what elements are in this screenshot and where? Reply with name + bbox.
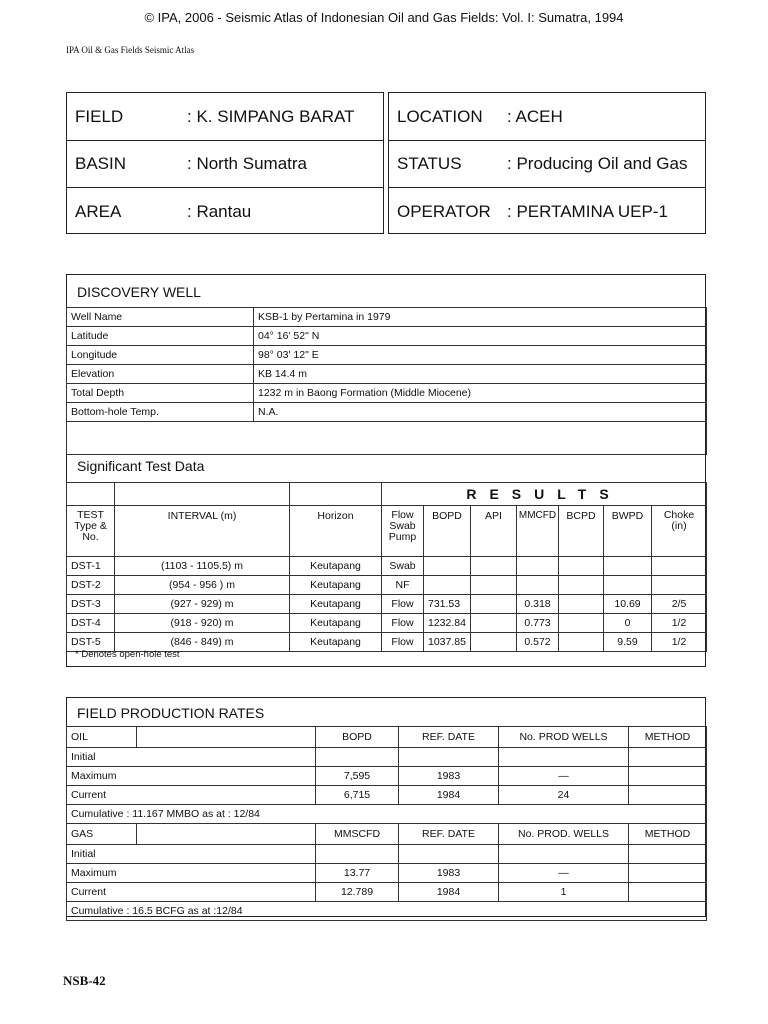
test-cell-flow: Flow: [382, 633, 424, 652]
divider: [389, 187, 705, 188]
test-note: * Denotes open-hole test: [75, 649, 180, 660]
gas-label: GAS: [67, 824, 137, 845]
test-cell-bcpd: [559, 595, 604, 614]
col-horizon: Horizon: [290, 506, 382, 557]
col-bwpd: BWPD: [604, 506, 652, 557]
oil-header-row: [67, 727, 707, 748]
gas-row-wells: 1: [499, 883, 629, 902]
oil-row: [67, 786, 707, 805]
oil-row-wells: [499, 748, 629, 767]
field-label: FIELD: [75, 107, 124, 126]
test-row: [67, 576, 707, 595]
results-label: RESULTS: [382, 483, 707, 506]
test-cell-test: DST-1: [67, 557, 115, 576]
oil-row: [67, 767, 707, 786]
test-cell-horizon: Keutapang: [290, 633, 382, 652]
test-row: [67, 557, 707, 576]
oil-label: OIL: [67, 727, 137, 748]
gas-row-rate: 12.789: [316, 883, 399, 902]
discovery-row-label: Bottom-hole Temp.: [67, 403, 254, 422]
status-label: STATUS: [397, 154, 462, 173]
gas-row-date: 1983: [399, 864, 499, 883]
test-cell-flow: Flow: [382, 595, 424, 614]
test-cell-flow: NF: [382, 576, 424, 595]
field-info-right: [388, 92, 706, 234]
test-cell-flow: Flow: [382, 614, 424, 633]
test-cell-choke: [652, 557, 707, 576]
area-value: : Rantau: [187, 202, 252, 221]
test-cell-horizon: Keutapang: [290, 576, 382, 595]
test-cell-bcpd: [559, 633, 604, 652]
test-data-table: [66, 482, 707, 652]
test-cell-flow: Swab: [382, 557, 424, 576]
test-cell-horizon: Keutapang: [290, 595, 382, 614]
test-cell-mmcfd: 0.773: [517, 614, 559, 633]
oil-wells: No. PROD WELLS: [499, 727, 629, 748]
discovery-row: [67, 327, 707, 346]
test-cell-interval: (1103 - 1105.5) m: [115, 557, 290, 576]
col-interval: INTERVAL (m): [115, 506, 290, 557]
oil-row-wells: —: [499, 767, 629, 786]
discovery-row-label: Longitude: [67, 346, 254, 365]
test-cell-mmcfd: [517, 576, 559, 595]
discovery-row: [67, 365, 707, 384]
field-value: : K. SIMPANG BARAT: [187, 107, 355, 126]
discovery-row-label: Total Depth: [67, 384, 254, 403]
test-row: [67, 614, 707, 633]
test-cell-mmcfd: [517, 557, 559, 576]
test-cell-bwpd: 0: [604, 614, 652, 633]
discovery-row: [67, 384, 707, 403]
test-cell-bcpd: [559, 614, 604, 633]
area-label: AREA: [75, 202, 122, 221]
test-cell-interval: (927 - 929) m: [115, 595, 290, 614]
location-value: : ACEH: [507, 107, 563, 126]
test-cell-bopd: 1037.85: [424, 633, 471, 652]
oil-row-rate: [316, 748, 399, 767]
gas-row-label: Initial: [67, 845, 316, 864]
discovery-row-label: Latitude: [67, 327, 254, 346]
status-value: : Producing Oil and Gas: [507, 154, 688, 173]
discovery-row-value: 1232 m in Baong Formation (Middle Miocene): [254, 384, 707, 403]
test-cell-api: [471, 576, 517, 595]
oil-cumulative: Cumulative : 11.167 MMBO as at : 12/84: [67, 805, 707, 824]
discovery-row: [67, 308, 707, 327]
test-cell-test: DST-3: [67, 595, 115, 614]
gas-row-label: Current: [67, 883, 316, 902]
gas-row-date: [399, 845, 499, 864]
gas-row: [67, 883, 707, 902]
discovery-row-label: Well Name: [67, 308, 254, 327]
test-cell-mmcfd: 0.572: [517, 633, 559, 652]
oil-row: [67, 748, 707, 767]
gas-header-row: [67, 824, 707, 845]
gas-row-wells: [499, 845, 629, 864]
test-cell-api: [471, 633, 517, 652]
col-choke: Choke (in): [652, 506, 707, 557]
test-cell-api: [471, 595, 517, 614]
discovery-row-value: 98° 03' 12" E: [254, 346, 707, 365]
test-cell-bopd: [424, 576, 471, 595]
discovery-row-value: KB 14.4 m: [254, 365, 707, 384]
test-cell-choke: 1/2: [652, 614, 707, 633]
col-bcpd: BCPD: [559, 506, 604, 557]
oil-method: METHOD: [629, 727, 707, 748]
col-bopd: BOPD: [424, 506, 471, 557]
test-row: [67, 595, 707, 614]
test-cell-test: DST-4: [67, 614, 115, 633]
oil-row-label: Initial: [67, 748, 316, 767]
discovery-row-label: Elevation: [67, 365, 254, 384]
discovery-title: DISCOVERY WELL: [77, 284, 201, 300]
discovery-blank-row: [67, 422, 707, 455]
location-label: LOCATION: [397, 107, 483, 126]
test-data-title: Significant Test Data: [77, 458, 205, 474]
oil-row-date: 1984: [399, 786, 499, 805]
production-table: [66, 726, 707, 921]
test-cell-bcpd: [559, 557, 604, 576]
test-cell-bwpd: 9.59: [604, 633, 652, 652]
gas-row: [67, 845, 707, 864]
discovery-table: [66, 307, 707, 455]
page-number: NSB-42: [63, 973, 106, 988]
test-cell-bcpd: [559, 576, 604, 595]
production-section: [66, 697, 706, 917]
test-cell-choke: [652, 576, 707, 595]
oil-row-label: Current: [67, 786, 316, 805]
oil-ref-date: REF. DATE: [399, 727, 499, 748]
oil-row-date: [399, 748, 499, 767]
gas-method: METHOD: [629, 824, 707, 845]
oil-cumulative-row: [67, 805, 707, 824]
oil-row-rate: 6,715: [316, 786, 399, 805]
gas-row-rate: 13.77: [316, 864, 399, 883]
oil-row-date: 1983: [399, 767, 499, 786]
gas-row-label: Maximum: [67, 864, 316, 883]
test-cell-interval: (846 - 849) m: [115, 633, 290, 652]
results-header-row: [67, 483, 707, 506]
basin-label: BASIN: [75, 154, 127, 173]
divider: [67, 140, 383, 141]
test-cell-bopd: [424, 557, 471, 576]
test-cell-bopd: 1232.84: [424, 614, 471, 633]
test-cell-horizon: Keutapang: [290, 557, 382, 576]
divider: [67, 187, 383, 188]
gas-row-date: 1984: [399, 883, 499, 902]
test-cell-choke: 1/2: [652, 633, 707, 652]
test-cell-interval: (954 - 956 ) m: [115, 576, 290, 595]
col-flow: Flow Swab Pump: [382, 506, 424, 557]
gas-cumulative: Cumulative : 16.5 BCFG as at :12/84: [67, 902, 707, 921]
test-cell-bwpd: [604, 557, 652, 576]
production-title: FIELD PRODUCTION RATES: [77, 705, 265, 721]
discovery-row: [67, 403, 707, 422]
col-api: API: [471, 506, 517, 557]
test-cell-choke: 2/5: [652, 595, 707, 614]
discovery-row-value: N.A.: [254, 403, 707, 422]
gas-unit: MMSCFD: [316, 824, 399, 845]
test-column-headers: [67, 506, 707, 557]
discovery-row: [67, 346, 707, 365]
test-cell-mmcfd: 0.318: [517, 595, 559, 614]
divider: [389, 140, 705, 141]
test-cell-bopd: 731.53: [424, 595, 471, 614]
gas-row-rate: [316, 845, 399, 864]
atlas-label: IPA Oil & Gas Fields Seismic Atlas: [66, 45, 195, 55]
test-cell-api: [471, 614, 517, 633]
gas-cumulative-row: [67, 902, 707, 921]
test-cell-api: [471, 557, 517, 576]
copyright-line: © IPA, 2006 - Seismic Atlas of Indonesian Oil and Gas Fields: Vol. I: Sumatra, 1994: [144, 10, 624, 25]
gas-ref-date: REF. DATE: [399, 824, 499, 845]
oil-row-label: Maximum: [67, 767, 316, 786]
operator-value: : PERTAMINA UEP-1: [507, 202, 668, 221]
test-cell-test: DST-5: [67, 633, 115, 652]
basin-value: : North Sumatra: [187, 154, 307, 173]
gas-row: [67, 864, 707, 883]
gas-row-wells: —: [499, 864, 629, 883]
discovery-row-value: 04° 16' 52" N: [254, 327, 707, 346]
discovery-section: [66, 274, 706, 667]
test-cell-bwpd: 10.69: [604, 595, 652, 614]
gas-wells: No. PROD. WELLS: [499, 824, 629, 845]
operator-label: OPERATOR: [397, 202, 491, 221]
col-test: TEST Type & No.: [67, 506, 115, 557]
oil-row-rate: 7,595: [316, 767, 399, 786]
test-cell-interval: (918 - 920) m: [115, 614, 290, 633]
oil-unit: BOPD: [316, 727, 399, 748]
field-info-left: [66, 92, 384, 234]
test-cell-bwpd: [604, 576, 652, 595]
oil-row-wells: 24: [499, 786, 629, 805]
test-cell-test: DST-2: [67, 576, 115, 595]
test-cell-horizon: Keutapang: [290, 614, 382, 633]
col-mmcfd: MMCFD: [517, 506, 559, 557]
discovery-row-value: KSB-1 by Pertamina in 1979: [254, 308, 707, 327]
